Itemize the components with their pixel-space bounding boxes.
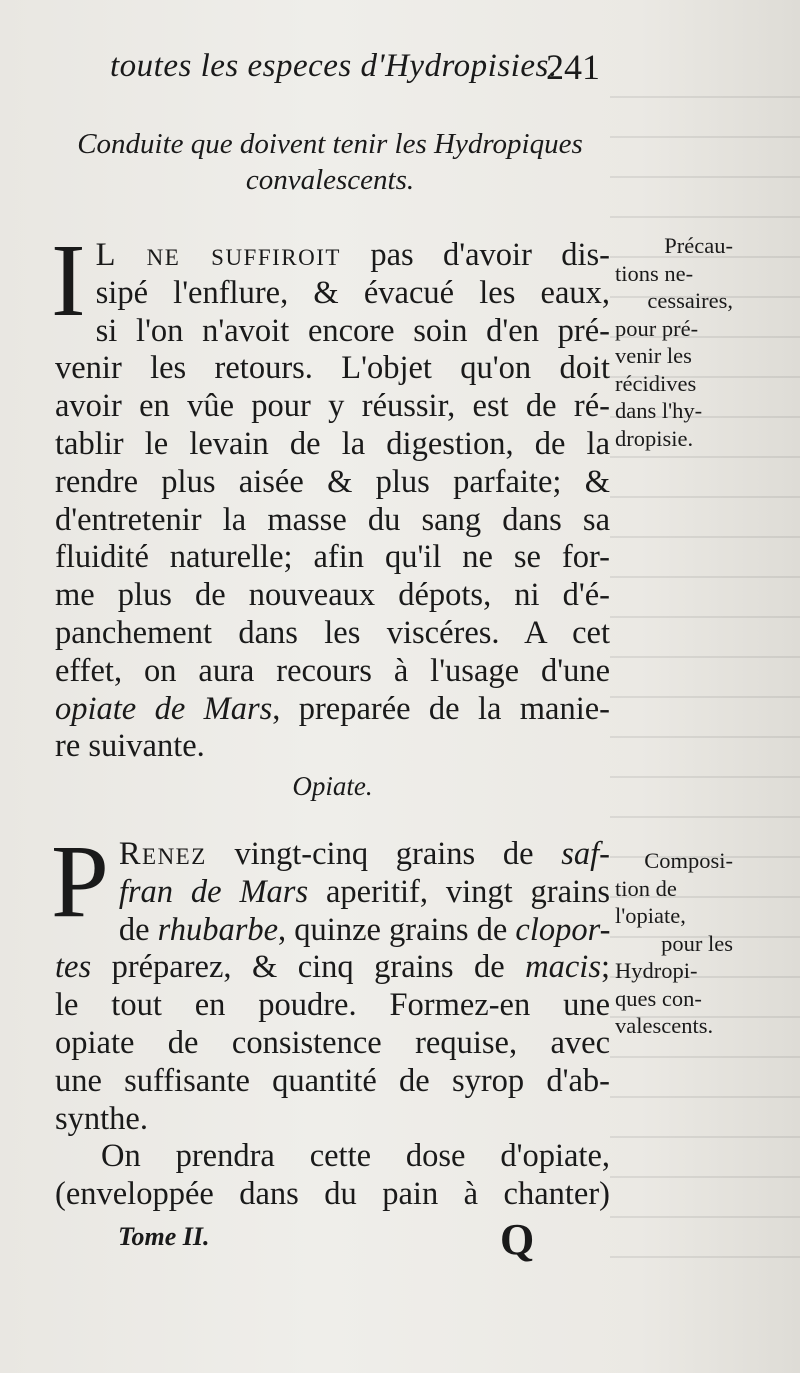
paragraph-2 bbox=[51, 824, 611, 1138]
text-line: sipé l'enflure, & évacué les eaux, bbox=[95, 274, 610, 311]
text-line: fran de Mars aperitif, vingt grains bbox=[118, 873, 610, 910]
page-number: 241 bbox=[546, 47, 600, 87]
text-line: re suivante. bbox=[55, 728, 205, 765]
text-line: L ne suffiroit pas d'avoir dis- bbox=[95, 237, 610, 273]
margin-note-line: tion de bbox=[615, 875, 677, 901]
margin-note-precautions bbox=[615, 232, 733, 452]
text-line: rendre plus aisée & plus parfaite; & bbox=[55, 463, 610, 500]
margin-note-line: ques con- bbox=[615, 985, 702, 1011]
page-footer bbox=[118, 1215, 548, 1272]
paragraph-1 bbox=[51, 223, 610, 766]
signature-mark: Q bbox=[500, 1215, 535, 1264]
margin-note-line: tions ne- bbox=[615, 260, 694, 286]
margin-note-line: dans l'hy- bbox=[615, 398, 703, 423]
section-title-line-1: Conduite que doivent tenir les Hydropiques bbox=[77, 128, 583, 160]
text-line: venir les retours. L'objet qu'on doit bbox=[55, 350, 610, 387]
margin-note-line: valescents. bbox=[615, 1013, 714, 1038]
text-line: avoir en vûe pour y réussir, est de ré- bbox=[55, 388, 610, 425]
margin-note-line: venir les bbox=[615, 343, 692, 368]
text-line: Renez vingt-cinq grains de saf- bbox=[118, 836, 610, 872]
margin-note-line: Hydropi- bbox=[615, 958, 698, 983]
margin-note-line: récidives bbox=[615, 370, 697, 396]
text-line: tablir le levain de la digestion, de la bbox=[55, 425, 610, 462]
drop-cap: P bbox=[51, 824, 109, 939]
margin-note-line: Composi- bbox=[644, 848, 733, 873]
text-line: d'entretenir la masse du sang dans sa bbox=[55, 501, 610, 538]
text-line: synthe. bbox=[55, 1100, 148, 1137]
text-line: une suffisante quantité de syrop d'ab- bbox=[55, 1062, 610, 1099]
text-line: de rhubarbe, quinze grains de clopor- bbox=[118, 911, 611, 948]
subheading: Opiate. bbox=[292, 771, 373, 801]
margin-note-line: Précau- bbox=[664, 233, 733, 258]
text-line: me plus de nouveaux dépots, ni d'é- bbox=[55, 577, 610, 614]
margin-note-line: pour pré- bbox=[615, 315, 699, 341]
margin-note-composition bbox=[615, 847, 733, 1040]
text-line: fluidité naturelle; afin qu'il ne se for- bbox=[55, 539, 610, 576]
volume-label: Tome II. bbox=[118, 1222, 210, 1251]
running-head: toutes les especes d'Hydropisies. bbox=[110, 48, 558, 84]
margin-note-line: dropisie. bbox=[615, 425, 694, 451]
paragraph-3 bbox=[55, 1138, 610, 1214]
text-line: tes préparez, & cinq grains de macis; bbox=[55, 949, 610, 986]
margin-note-line: pour les bbox=[661, 930, 733, 956]
text-line: opiate de Mars, preparée de la manie- bbox=[55, 690, 610, 727]
text-line: effet, on aura recours à l'usage d'une bbox=[55, 652, 610, 689]
drop-cap: I bbox=[51, 223, 86, 338]
text-line: si l'on n'avoit encore soin d'en pré- bbox=[95, 312, 610, 349]
text-line: le tout en poudre. Formez-en une bbox=[55, 987, 610, 1024]
page-header bbox=[110, 48, 600, 96]
section-title-line-2: convalescents. bbox=[245, 164, 415, 196]
text-line: opiate de consistence requise, avec bbox=[55, 1024, 610, 1061]
section-title bbox=[50, 126, 610, 198]
text-line: panchement dans les viscéres. A cet bbox=[55, 614, 610, 651]
text-line: (enveloppée dans du pain à chanter) bbox=[55, 1175, 610, 1212]
margin-note-line: cessaires, bbox=[647, 288, 733, 313]
margin-note-line: l'opiate, bbox=[615, 903, 686, 928]
text-line: On prendra cette dose d'opiate, bbox=[101, 1138, 610, 1174]
